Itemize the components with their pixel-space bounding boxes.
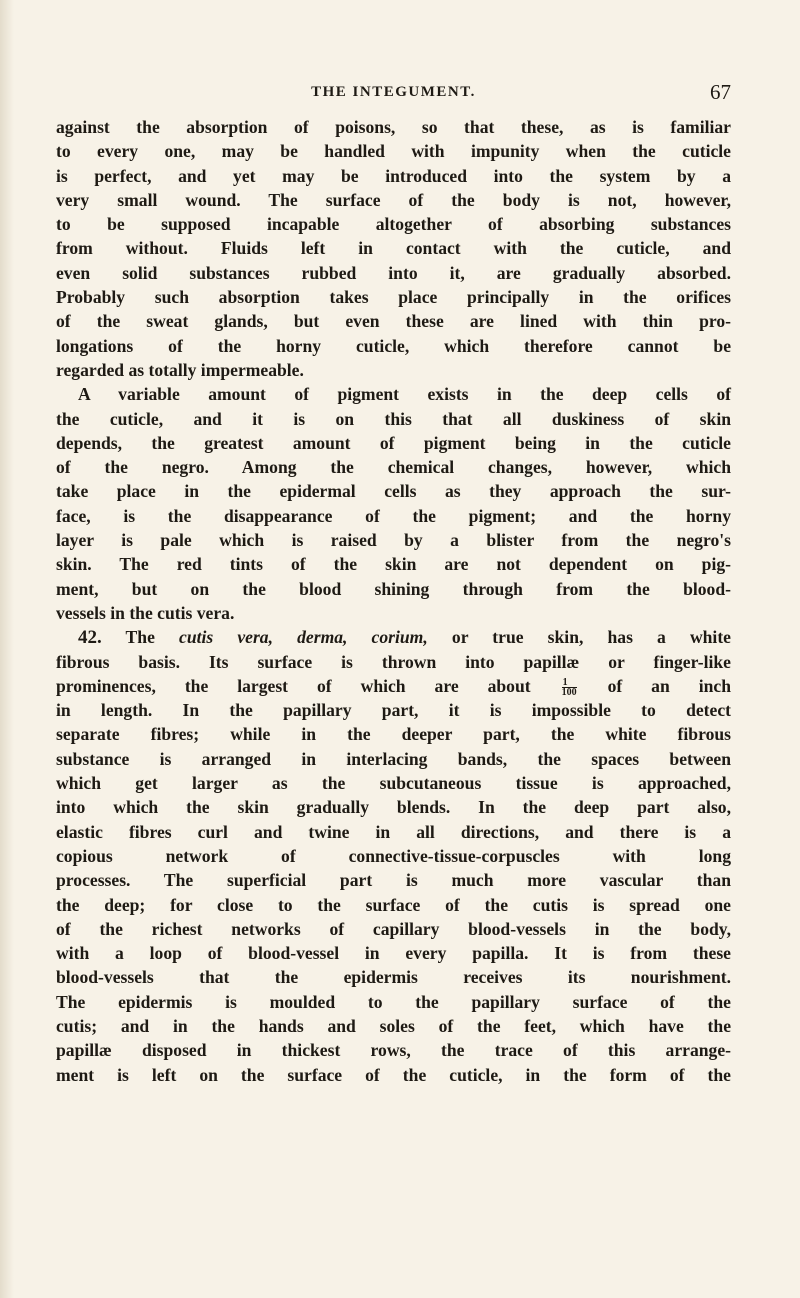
- text-line: which get larger as the subcutaneous tissue is approached,: [56, 773, 731, 794]
- text-line: to be supposed incapable altogether of absorbing substances: [56, 214, 731, 235]
- text-line: of the negro. Among the chemical changes, however, which: [56, 457, 731, 478]
- text-line: even solid substances rubbed into it, are gradually absorbed.: [56, 262, 731, 283]
- text-line: fibrous basis. Its surface is thrown into papillæ or finger-like: [56, 651, 731, 672]
- text-line: the deep; for close to the surface of the cutis is spread one: [56, 894, 731, 915]
- text-line: to every one, may be handled with impunity when the cuticle: [56, 141, 731, 162]
- text-line: is perfect, and yet may be introduced into the system by a: [56, 165, 731, 186]
- text-line: copious network of connective-tissue-corpuscles with long: [56, 845, 731, 866]
- text-line-paragraph-end: regarded as totally impermeable.: [56, 359, 304, 380]
- text-line: take place in the epidermal cells as they approach the sur-: [56, 481, 731, 502]
- section-42-first-line: [56, 625, 731, 649]
- text-line: from without. Fluids left in contact with the cuticle, and: [56, 238, 731, 259]
- text-line: substance is arranged in interlacing bands, the spaces between: [56, 748, 731, 769]
- text-line: Probably such absorption takes place principally in the orifices: [56, 287, 731, 308]
- text-line: ment is left on the surface of the cuticle, in the form of the: [56, 1064, 731, 1085]
- text-line: ment, but on the blood shining through from the blood-: [56, 578, 731, 599]
- fraction-denominator: 100: [561, 687, 577, 699]
- text-line: cutis; and in the hands and soles of the feet, which have the: [56, 1015, 731, 1036]
- text-line: skin. The red tints of the skin are not dependent on pig-: [56, 554, 731, 575]
- section-italic-terms: cutis vera, derma, corium,: [179, 627, 428, 648]
- text-line: the cuticle, and it is on this that all duskiness of skin: [56, 408, 731, 429]
- fraction-line-before: prominences, the largest of which are about: [56, 675, 531, 696]
- fraction-numerator: 1: [562, 678, 577, 688]
- text-line: face, is the disappearance of the pigment; and the horny: [56, 505, 731, 526]
- running-head-title: THE INTEGUMENT.: [311, 84, 476, 100]
- page-number: 67: [710, 80, 731, 104]
- section-number: 42.: [78, 627, 102, 649]
- running-head: [56, 80, 731, 106]
- text-line: longations of the horny cuticle, which therefore cannot be: [56, 335, 731, 356]
- text-line: The epidermis is moulded to the papillary surface of the: [56, 991, 731, 1012]
- text-line-paragraph-start: A variable amount of pigment exists in the deep cells of: [78, 384, 731, 405]
- text-line-paragraph-end: vessels in the cutis vera.: [56, 602, 235, 623]
- page-binding-edge: [0, 0, 14, 1298]
- text-line: papillæ disposed in thickest rows, the trace of this arrange-: [56, 1040, 731, 1061]
- text-line: in length. In the papillary part, it is impossible to detect: [56, 700, 731, 721]
- text-line: separate fibres; while in the deeper part, the white fibrous: [56, 724, 731, 745]
- text-line: blood-vessels that the epidermis receives its nourishment.: [56, 967, 731, 988]
- fraction-line: [56, 674, 731, 698]
- text-line: layer is pale which is raised by a blister from the negro's: [56, 530, 731, 551]
- body-text: [56, 115, 731, 1087]
- section-intro-word: The: [125, 627, 155, 648]
- fraction: [562, 678, 577, 697]
- text-line: into which the skin gradually blends. In the deep part also,: [56, 797, 731, 818]
- section-line-rest: or true skin, has a white: [451, 627, 731, 648]
- fraction-line-after: of an inch: [607, 675, 731, 696]
- text-line: elastic fibres curl and twine in all directions, and there is a: [56, 821, 731, 842]
- text-line: with a loop of blood-vessel in every papilla. It is from these: [56, 943, 731, 964]
- text-line: against the absorption of poisons, so that these, as is familiar: [56, 117, 731, 137]
- text-line: of the richest networks of capillary blood-vessels in the body,: [56, 918, 731, 939]
- text-line: processes. The superficial part is much more vascular than: [56, 870, 731, 891]
- text-line: depends, the greatest amount of pigment being in the cuticle: [56, 432, 731, 453]
- text-line: of the sweat glands, but even these are lined with thin pro-: [56, 311, 731, 332]
- text-line: very small wound. The surface of the body is not, however,: [56, 189, 731, 210]
